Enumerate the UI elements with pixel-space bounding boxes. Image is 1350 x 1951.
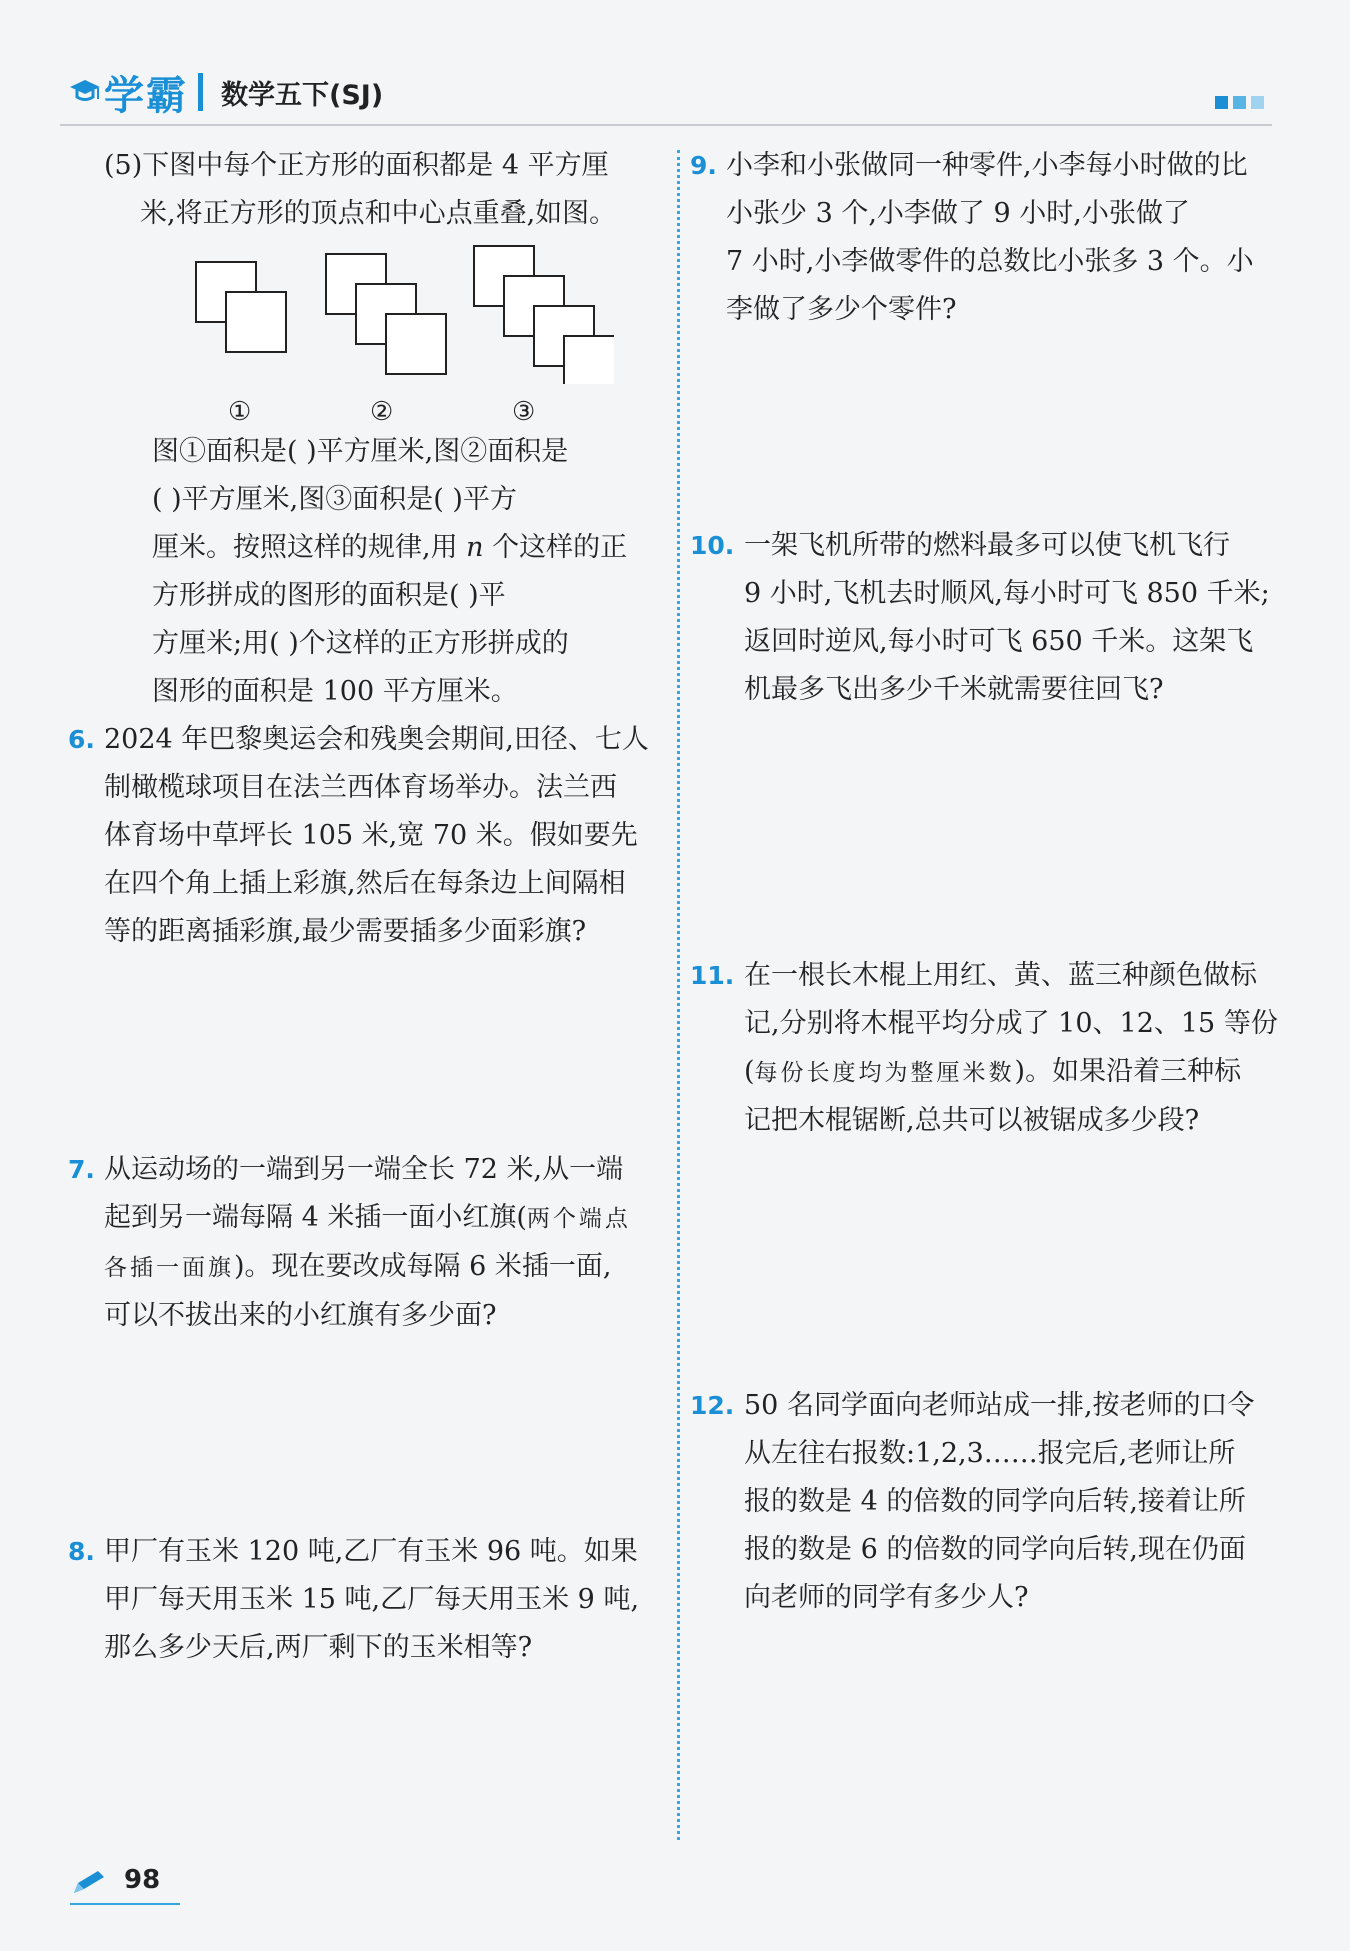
question-5-part-5 [104,142,664,238]
q6-line: 在四个角上插上彩旗,然后在每条边上间隔相 [104,868,626,899]
q10-text: 一架飞机所带的燃料最多可以使飞机飞行 [744,530,1230,561]
q7-line [68,1146,668,1194]
header-square [1215,96,1228,109]
q7-note: 两个端点 [526,1206,631,1232]
q12-line: 报的数是 4 的倍数的同学向后转,接着让所 [744,1486,1246,1517]
q7-line [68,1243,668,1292]
question-number: 8. [68,1537,95,1566]
question-number: 11. [690,961,735,990]
question-number: 12. [690,1391,735,1420]
page-header [60,62,1272,126]
q5-answer-line: 图形的面积是 100 平方厘米。 [152,676,518,707]
logo-text: 学霸 [104,72,188,119]
question-number: 9. [690,151,717,180]
header-decoration [1215,96,1264,109]
page-footer [70,1863,180,1905]
q12-line: 报的数是 6 的倍数的同学向后转,现在仍面 [744,1534,1246,1565]
q5-line: (5)下图中每个正方形的面积都是 4 平方厘 [104,150,609,181]
q5-answer-line: ( )平方厘米,图③面积是( )平方 [152,484,517,515]
q9-text: 小李和小张做同一种零件,小李每小时做的比 [726,150,1248,181]
figure-3-square [564,336,614,384]
logo-divider [198,73,203,111]
square-figures [194,244,614,384]
q11-text: 在一根长木棍上用红、黄、蓝三种颜色做标 [744,960,1257,991]
q11-line: 记,分别将木棍平均分成了 10、12、15 等份 [744,1008,1278,1039]
q5-variable: n [466,532,484,563]
q7-line [68,1194,668,1243]
q12-text: 50 名同学面向老师站成一排,按老师的口令 [744,1390,1255,1421]
q11-line: 记把木棍锯断,总共可以被锯成多少段? [744,1105,1200,1136]
question-number: 7. [68,1155,95,1184]
question-number: 6. [68,725,95,754]
q7-text: 起到另一端每隔 4 米插一面小红旗( [104,1202,527,1233]
q9-line: 7 小时,小李做零件的总数比小张多 3 个。小 [726,246,1254,277]
q5-text: 厘米。按照这样的规律,用 [152,532,467,563]
question-11 [690,952,1290,1145]
q7-line: 可以不拔出来的小红旗有多少面? [104,1300,497,1331]
figure-label-1: ① [228,397,252,427]
q11-line [690,1048,1290,1097]
q6-text: 2024 年巴黎奥运会和残奥会期间,田径、七人 [104,724,649,755]
q11-text: ( [744,1056,755,1087]
question-8 [68,1528,668,1672]
pencil-icon [70,1869,110,1897]
q12-line [690,1382,1290,1430]
q8-text: 甲厂有玉米 120 吨,乙厂有玉米 96 吨。如果 [104,1536,638,1567]
figure-label-3: ③ [512,397,536,427]
book-title: 数学五下(SJ) [221,79,384,111]
q9-line [690,142,1290,190]
q7-note: 各插一面旗 [104,1255,234,1281]
q8-line: 那么多少天后,两厂剩下的玉米相等? [104,1632,533,1663]
q8-line: 甲厂每天用玉米 15 吨,乙厂每天用玉米 9 吨, [104,1584,640,1615]
q10-line: 返回时逆风,每小时可飞 650 千米。这架飞 [744,626,1254,657]
q6-line: 体育场中草坪长 105 米,宽 70 米。假如要先 [104,820,638,851]
header-square [1251,96,1264,109]
q7-text: 从运动场的一端到另一端全长 72 米,从一端 [104,1154,624,1185]
q6-line [68,716,668,764]
q5-text: 个这样的正 [483,532,628,563]
q5-answer-line: 方形拼成的图形的面积是( )平 [152,580,506,611]
q5-answer-line [152,524,682,572]
q6-line: 制橄榄球项目在法兰西体育场举办。法兰西 [104,772,617,803]
q10-line: 9 小时,飞机去时顺风,每小时可飞 850 千米; [744,578,1270,609]
question-10 [690,522,1290,714]
question-9 [690,142,1290,334]
q9-line: 小张少 3 个,小李做了 9 小时,小张做了 [726,198,1190,229]
q11-note: 每份长度均为整厘米数 [754,1060,1015,1086]
question-7 [68,1146,668,1340]
q6-line: 等的距离插彩旗,最少需要插多少面彩旗? [104,916,587,947]
q10-line [690,522,1290,570]
question-5-answer [152,428,682,716]
question-number: 10. [690,531,735,560]
q12-line: 向老师的同学有多少人? [744,1582,1029,1613]
q12-line: 从左往右报数:1,2,3……报完后,老师让所 [744,1438,1236,1469]
q5-answer-line: 图①面积是( )平方厘米,图②面积是 [152,436,569,467]
figure-1-square [226,292,286,352]
q11-text: )。如果沿着三种标 [1014,1056,1242,1087]
q9-line: 李做了多少个零件? [726,294,957,325]
q5-line: 米,将正方形的顶点和中心点重叠,如图。 [140,198,617,229]
header-square [1233,96,1246,109]
q7-text: )。现在要改成每隔 6 米插一面, [234,1251,612,1282]
logo [68,66,383,118]
figure-2-square [386,314,446,374]
column-divider [677,150,680,1840]
q11-line [690,952,1290,1000]
question-6 [68,716,668,956]
q5-answer-line: 方厘米;用( )个这样的正方形拼成的 [152,628,569,659]
q8-line [68,1528,668,1576]
page-number: 98 [124,1865,161,1895]
question-12 [690,1382,1290,1622]
graduation-cap-icon [68,75,102,109]
q10-line: 机最多飞出多少千米就需要往回飞? [744,674,1164,705]
figure-label-2: ② [370,397,394,427]
